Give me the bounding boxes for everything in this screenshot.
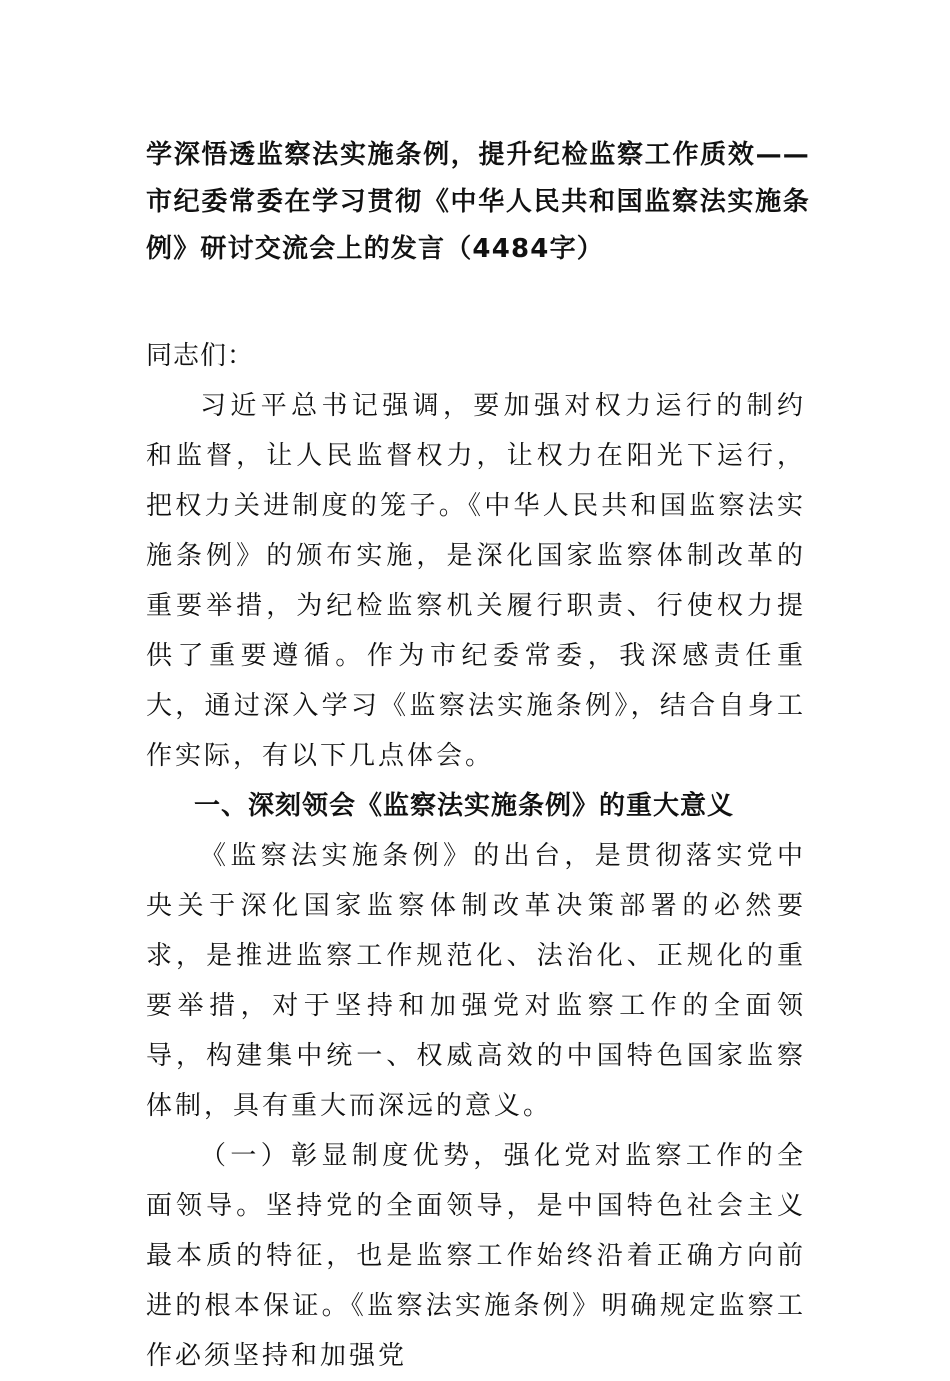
paragraph-intro: 习近平总书记强调，要加强对权力运行的制约和监督，让人民监督权力，让权力在阳光下运行，把权力关进制度的笼子。《中华人民共和国监察法实施条例》的颁布实施，是深化国家监察体制改革的重要举措，为纪检监察机关履行职责、行使权力提供了重要遵循。作为市纪委常委，我深感责任重大，通过深入学习《监察法实施条例》，结合自身工作实际，有以下几点体会。 (146, 391, 806, 771)
paragraph-subsection-1: （一）彰显制度优势，强化党对监察工作的全面领导。坚持党的全面领导，是中国特色社会主义最本质的特征，也是监察工作始终沿着正确方向前进的根本保证。《监察法实施条例》明确规定监察工作必须坚持和加强党 (146, 1141, 806, 1371)
salutation: 同志们： (146, 341, 255, 371)
document-body (146, 331, 806, 1381)
paragraph-significance: 《监察法实施条例》的出台，是贯彻落实党中央关于深化国家监察体制改革决策部署的必然要求，是推进监察工作规范化、法治化、正规化的重要举措，对于坚持和加强党对监察工作的全面领导，构建集中统一、权威高效的中国特色国家监察体制，具有重大而深远的意义。 (146, 841, 806, 1121)
document-title: 学深悟透监察法实施条例，提升纪检监察工作质效——市纪委常委在学习贯彻《中华人民共和国监察法实施条例》研讨交流会上的发言（4484字） (146, 140, 810, 264)
section-heading-1: 一、深刻领会《监察法实施条例》的重大意义 (194, 791, 735, 821)
